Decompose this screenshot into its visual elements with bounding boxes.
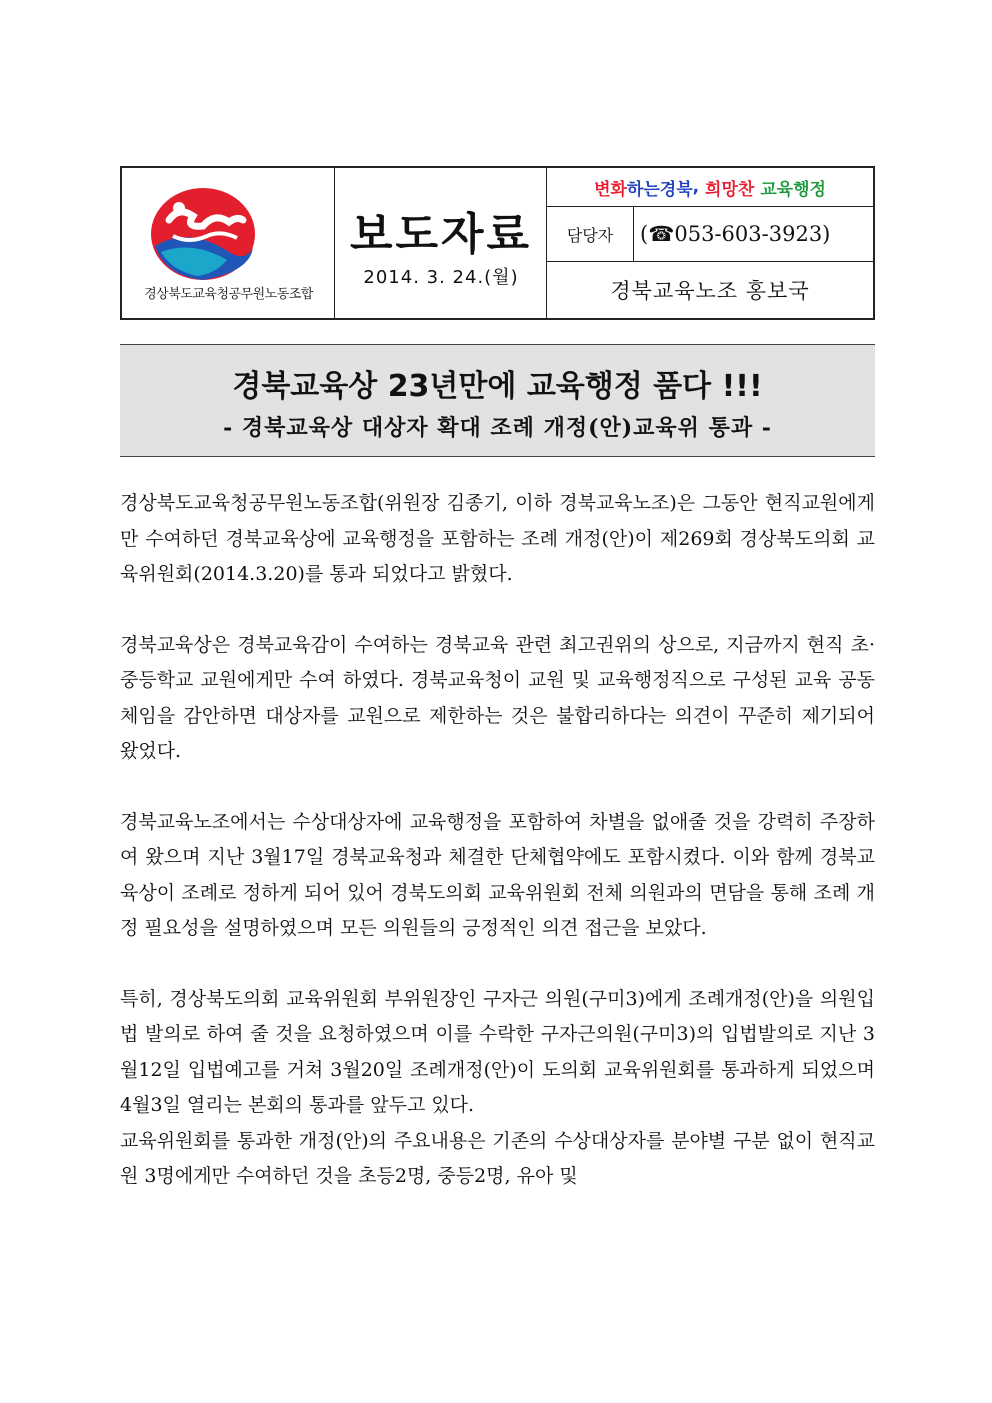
phone-number: 053-603-3923) (674, 222, 831, 246)
department: 경북교육노조 홍보국 (610, 279, 810, 303)
press-header-table (120, 166, 875, 320)
press-title-cell (335, 168, 547, 318)
headline-subtitle: - 경북교육상 대상자 확대 조례 개정(안)교육위 통과 - (223, 415, 772, 441)
slogan-part: 경북 (659, 179, 693, 200)
press-release-title: 보도자료 (349, 209, 532, 260)
contact-label: 담당자 (547, 207, 634, 262)
paragraph: 경북교육상은 경북교육감이 수여하는 경북교육 관련 최고권위의 상으로, 지금까지 현직 초·중등학교 교원에게만 수여 하였다. 경북교육청이 교원 및 교육행정직으로 구성된 교육 공동체임을 감안하면 대상자를 교원으로 제한하는 것은 불합리하다는 의견이 꾸준히 제기되어 왔었다. (120, 633, 875, 762)
logo-cell (122, 168, 335, 318)
slogan (547, 168, 873, 207)
headline-box (120, 344, 875, 457)
phone-prefix: ( (640, 222, 649, 246)
union-name: 경상북도교육청공무원노동조합 (144, 287, 313, 302)
paragraph: 경상북도교육청공무원노동조합(위원장 김종기, 이하 경북교육노조)은 그동안 현직교원에게만 수여하던 경북교육상에 교육행정을 포함하는 조례 개정(안)이 제269회 경상북도의회 교육위원회(2014.3.20)를 통과 되었다고 밝혔다. (120, 492, 875, 585)
headline-title: 경북교육상 23년만에 교육행정 품다 !!! (232, 369, 763, 404)
slogan-part: 하는 (626, 179, 660, 200)
slogan-part: , (692, 177, 706, 197)
slogan-part: 희망찬 (705, 179, 755, 200)
union-logo-icon (149, 186, 257, 282)
phone-icon: ☎ (648, 222, 675, 246)
article-body (120, 486, 875, 1195)
release-date: 2014. 3. 24.(월) (363, 267, 519, 288)
paragraph: 교육위원회를 통과한 개정(안)의 주요내용은 기존의 수상대상자를 분야별 구분 없이 현직교원 3명에게만 수여하던 것을 초등2명, 중등2명, 유아 및 (120, 1129, 875, 1187)
contact-phone (634, 207, 873, 262)
slogan-part: 교육행정 (760, 179, 826, 200)
slogan-part: 변화 (594, 179, 627, 200)
paragraph: 경북교육노조에서는 수상대상자에 교육행정을 포함하여 차별을 없애줄 것을 강력히 주장하여 왔으며 지난 3월17일 경북교육청과 체결한 단체협약에도 포함시켰다. 이와 함께 경북교육상이 조례로 정하게 되어 있어 경북도의회 교육위원회 전체 의원과의 면담을 통해 조례 개정 필요성을 설명하였으며 모든 의원들의 긍정적인 의견 접근을 보았다. (120, 810, 875, 939)
paragraph: 특히, 경상북도의회 교육위원회 부위원장인 구자근 의원(구미3)에게 조례개정(안)을 의원입법 발의로 하여 줄 것을 요청하였으며 이를 수락한 구자근의원(구미3)의 입법발의로 지난 3월12일 입법예고를 거쳐 3월20일 조례개정(안)이 도의회 교육위원회를 통과하게 되었으며 4월3일 열리는 본회의 통과를 앞두고 있다. (120, 987, 875, 1116)
